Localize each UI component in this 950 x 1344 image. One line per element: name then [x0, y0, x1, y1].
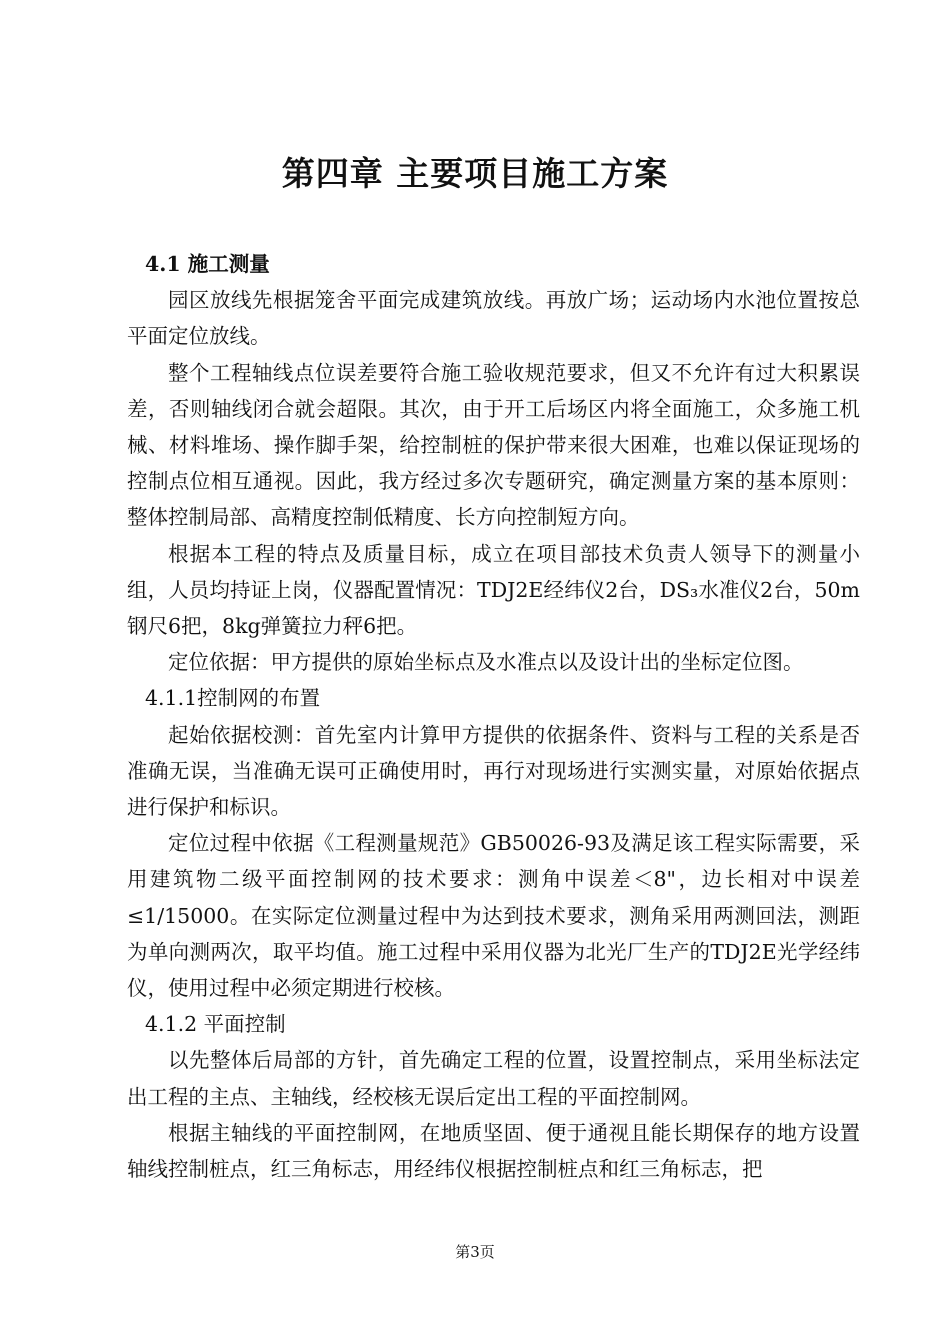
paragraph: 起始依据校测：首先室内计算甲方提供的依据条件、资料与工程的关系是否准确无误，当准确无误可正确使用时，再行对现场进行实测实量，对原始依据点进行保护和标识。: [127, 722, 860, 820]
paragraph: 整个工程轴线点位误差要符合施工验收规范要求，但又不允许有过大积累误差，否则轴线闭合就会超限。其次，由于开工后场区内将全面施工，众多施工机械、材料堆场、操作脚手架，给控制桩的保护带来很大困难，也难以保证现场的控制点位相互通视。因此，我方经过多次专题研究，确定测量方案的基本原则：整体控制局部、高精度控制低精度、长方向控制短方向。: [127, 360, 860, 530]
heading-4-1-2: 4.1.2 平面控制: [145, 1012, 286, 1037]
paragraph: 定位依据：甲方提供的原始坐标点及水准点以及设计出的坐标定位图。: [168, 650, 804, 675]
heading-4-1-1: 4.1.1控制网的布置: [145, 686, 321, 711]
paragraph: 定位过程中依据《工程测量规范》GB50026-93及满足该工程实际需要，采用建筑物二级平面控制网的技术要求：测角中误差＜8"，边长相对中误差≤1/15000。在实际定位测量过程中为达到技术要求，测角采用两测回法，测距为单向测两次，取平均值。施工过程中采用仪器为北光厂生产的TDJ2E光学经纬仪，使用过程中必须定期进行校核。: [127, 831, 860, 1001]
chapter-title: 第四章 主要项目施工方案: [281, 154, 669, 194]
body-text: [127, 246, 860, 1187]
heading-4-1: 4.1 施工测量: [145, 252, 270, 276]
paragraph: 根据本工程的特点及质量目标，成立在项目部技术负责人领导下的测量小组，人员均持证上岗，仪器配置情况：TDJ2E经纬仪2台，DS₃水准仪2台，50m 钢尺6把，8kg弹簧拉力秤6把。: [127, 541, 860, 639]
paragraph: 以先整体后局部的方针，首先确定工程的位置，设置控制点，采用坐标法定出工程的主点、主轴线，经校核无误后定出工程的平面控制网。: [127, 1048, 860, 1109]
page-number: 第3页: [455, 1243, 495, 1261]
paragraph: 根据主轴线的平面控制网，在地质坚固、便于通视且能长期保存的地方设置轴线控制桩点，红三角标志，用经纬仪根据控制桩点和红三角标志，把: [127, 1120, 860, 1182]
paragraph: 园区放线先根据笼舍平面完成建筑放线。再放广场；运动场内水池位置按总平面定位放线。: [127, 288, 860, 349]
